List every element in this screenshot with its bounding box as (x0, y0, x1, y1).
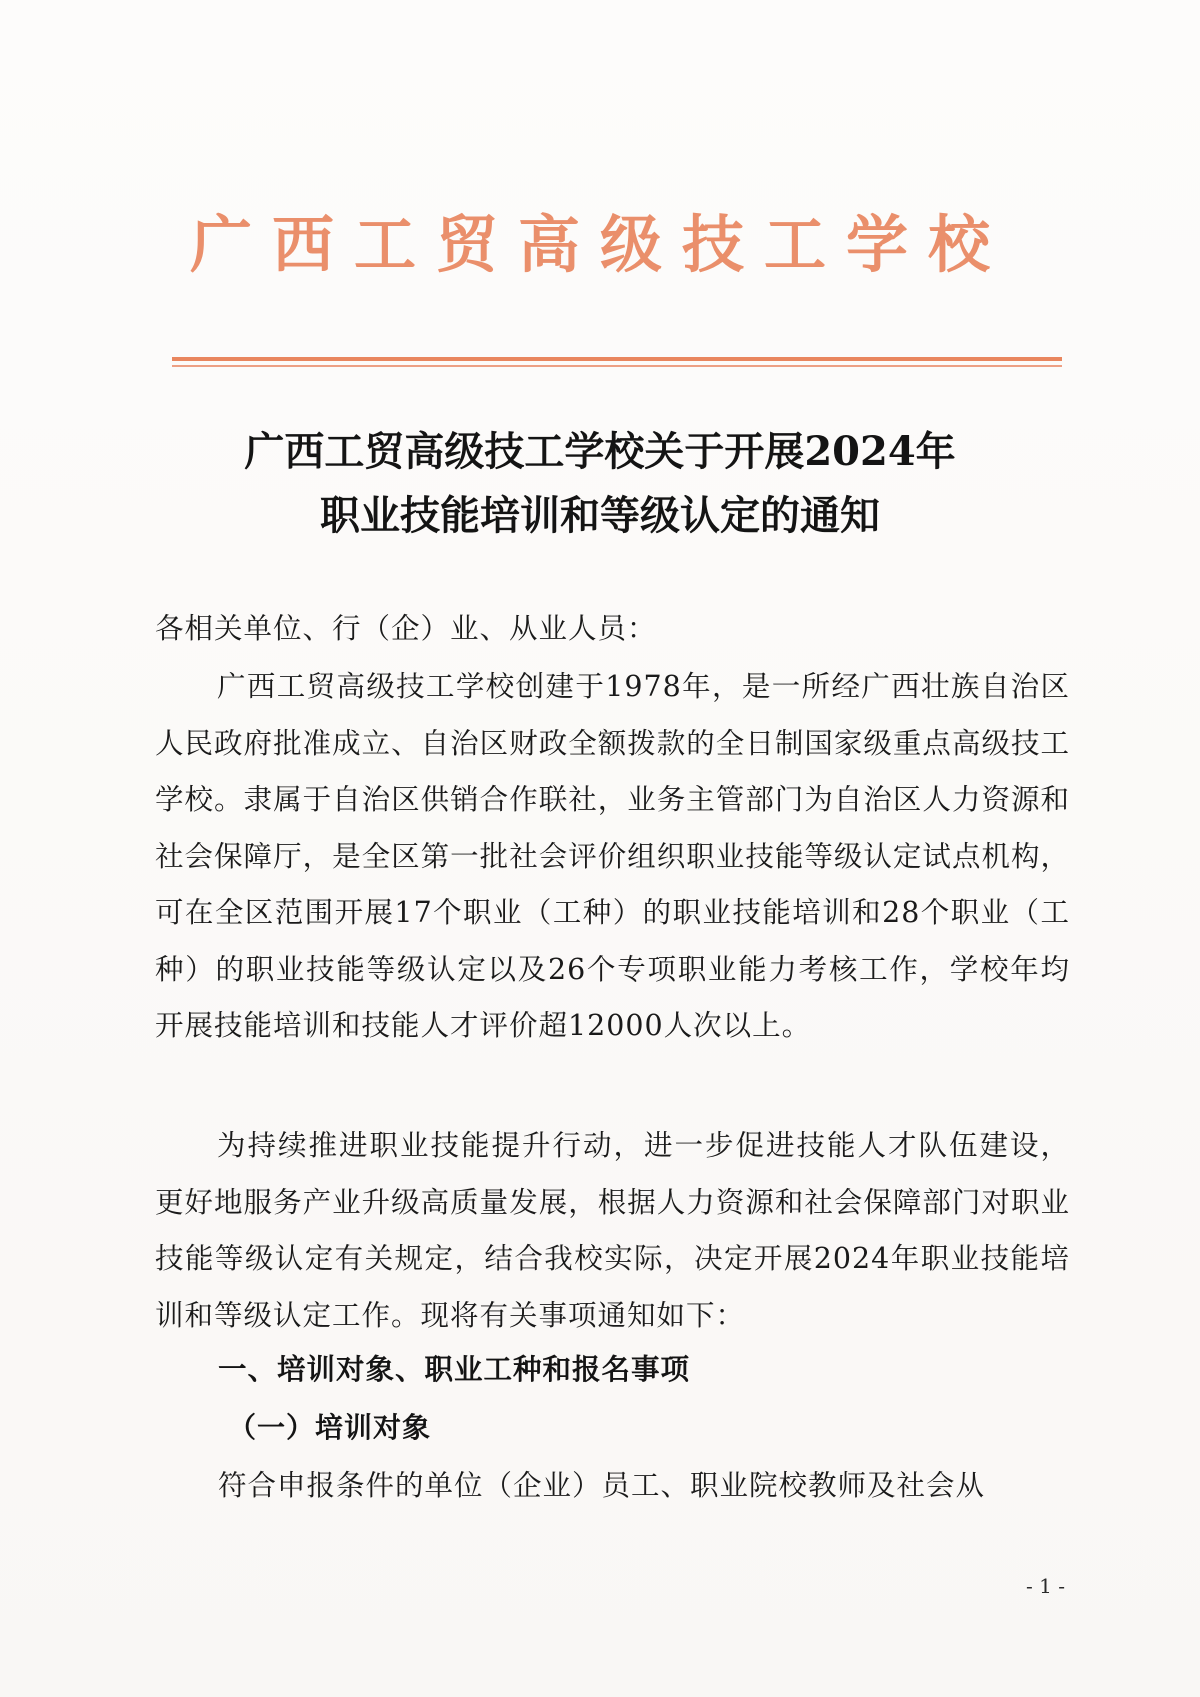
section-heading-1: 一、培训对象、职业工种和报名事项 (218, 1353, 691, 1386)
letterhead-title: 广西工贸高级技工学校 (189, 208, 1010, 281)
salutation: 各相关单位、行（企）业、从业人员： (155, 612, 657, 645)
subsection-heading-1: （一）培训对象 (228, 1411, 432, 1444)
body-paragraph-2: 为持续推进职业技能提升行动，进一步促进技能人才队伍建设，更好地服务产业升级高质量发展，根据人力资源和社会保障部门对职业技能等级认定有关规定，结合我校实际，决定开展2024年职业技能培训和等级认定工作。现将有关事项通知如下： (155, 1129, 1070, 1332)
subsection-1-text: 符合申报条件的单位（企业）员工、职业院校教师及社会从 (218, 1469, 986, 1502)
body-paragraph-1: 广西工贸高级技工学校创建于1978年，是一所经广西壮族自治区人民政府批准成立、自治区财政全额拨款的全日制国家级重点高级技工学校。隶属于自治区供销合作联社，业务主管部门为自治区人力资源和社会保障厅，是全区第一批社会评价组织职业技能等级认定试点机构，可在全区范围开展17个职业（工种）的职业技能培训和28个职业（工种）的职业技能等级认定以及26个专项职业能力考核工作，学校年均开展技能培训和技能人才评价超12000人次以上。 (155, 670, 1070, 1042)
page-number: - 1 - (1026, 1574, 1065, 1598)
document-title-line-1: 广西工贸高级技工学校关于开展2024年 (244, 428, 956, 475)
document-title-line-2: 职业技能培训和等级认定的通知 (320, 492, 880, 539)
letterhead-divider-thin (172, 365, 1062, 367)
letterhead-divider-thick (172, 357, 1062, 361)
